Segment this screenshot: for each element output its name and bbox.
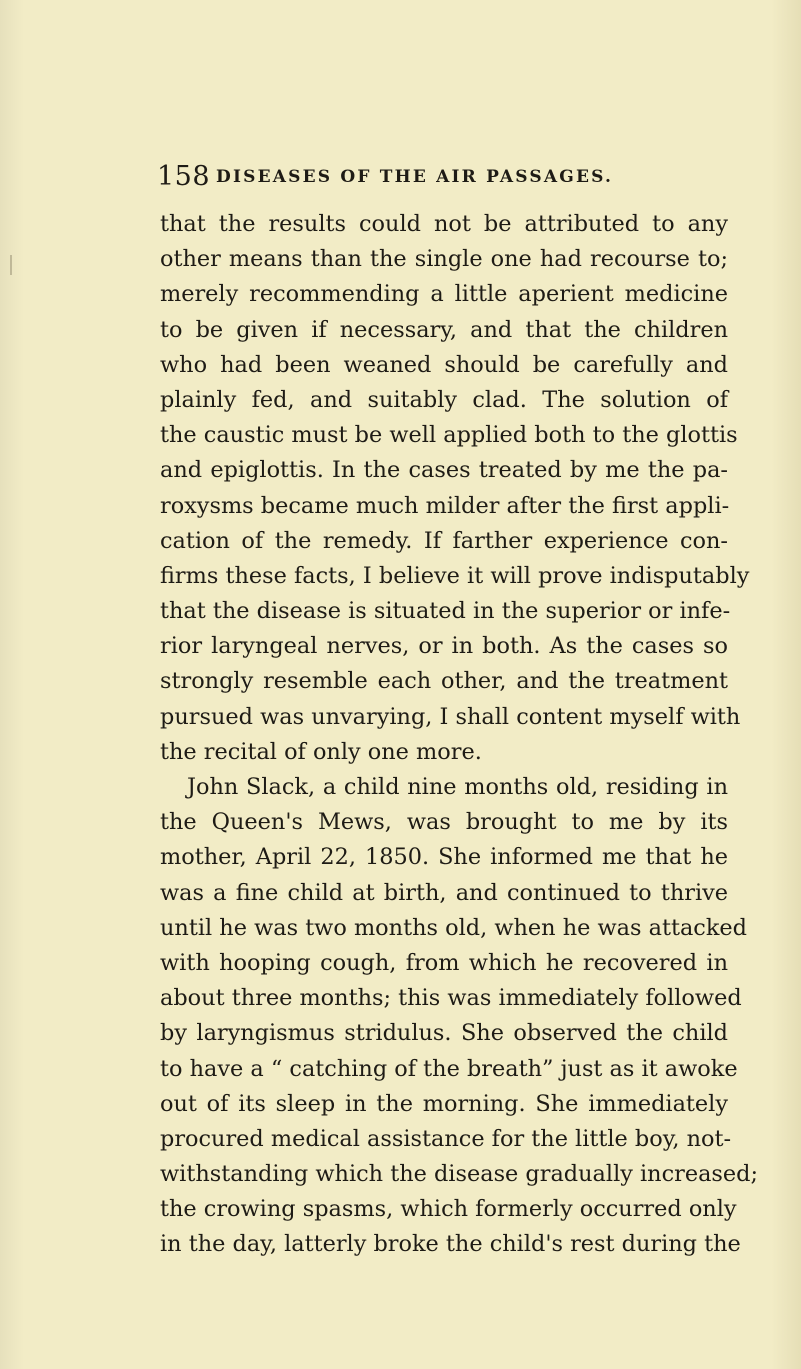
text-line: mother, April 22, 1850. She informed me that he (160, 844, 728, 871)
text-line: by laryngismus stridulus. She observed the child (160, 1020, 728, 1047)
text-line: withstanding which the disease gradually increased; (160, 1161, 759, 1188)
text-line: plainly fed, and suitably clad. The solution of (160, 386, 728, 413)
text-line: until he was two months old, when he was attacked (160, 914, 747, 941)
text-line: merely recommending a little aperient medicine (160, 281, 728, 308)
margin-mark (10, 255, 12, 275)
text-line: procured medical assistance for the little boy, not- (160, 1125, 732, 1152)
text-line: to have a “ catching of the breath” just as it awoke (160, 1055, 738, 1082)
text-line: who had been weaned should be carefully and (160, 351, 728, 378)
text-line: pursued was unvarying, I shall content myself with (160, 703, 741, 730)
text-line: other means than the single one had recourse to; (160, 246, 728, 273)
text-line: that the disease is situated in the superior or infe- (160, 598, 731, 625)
text-line: and epiglottis. In the cases treated by me the pa- (160, 457, 728, 484)
text-line: strongly resemble each other, and the treatment (160, 668, 728, 695)
text-line: roxysms became much milder after the first appli- (160, 492, 730, 519)
paragraph-end-line: the recital of only one more. (160, 738, 482, 765)
running-head: DISEASES OF THE AIR PASSAGES. (216, 167, 614, 187)
text-line: the Queen's Mews, was brought to me by its (160, 809, 728, 836)
text-line: with hooping cough, from which he recovered in (160, 949, 728, 976)
text-line: to be given if necessary, and that the children (160, 316, 728, 343)
text-line: in the day, latterly broke the child's rest during the (160, 1231, 741, 1258)
body-text (160, 207, 759, 1263)
text-line: firms these facts, I believe it will prove indisputably (160, 562, 750, 589)
page-header (157, 160, 627, 194)
text-line: that the results could not be attributed to any (160, 211, 728, 237)
text-line: about three months; this was immediately followed (160, 985, 742, 1012)
text-line: the crowing spasms, which formerly occurred only (160, 1196, 737, 1223)
text-line: was a fine child at birth, and continued to thrive (160, 879, 728, 906)
text-line: cation of the remedy. If farther experience con- (160, 527, 728, 554)
text-line: rior laryngeal nerves, or in both. As the cases so (160, 633, 728, 660)
text-line: out of its sleep in the morning. She immediately (160, 1090, 728, 1117)
page-number: 158 (157, 161, 211, 192)
text-line: the caustic must be well applied both to the glottis (160, 422, 738, 449)
paragraph-start-line: John Slack, a child nine months old, residing in (187, 774, 728, 800)
